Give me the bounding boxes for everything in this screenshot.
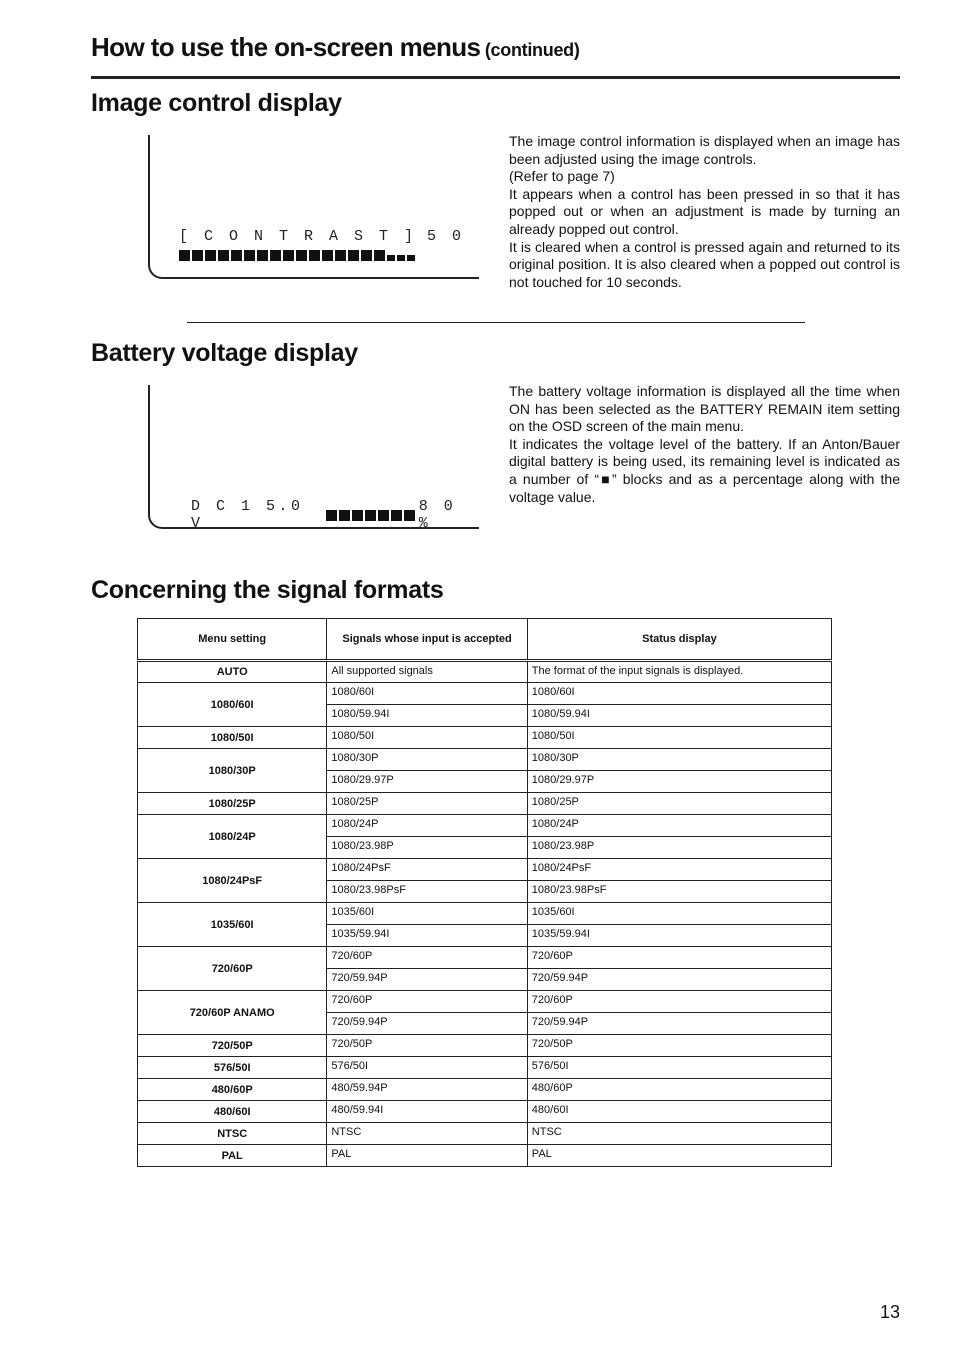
level-block [231,250,242,261]
level-block [283,250,294,261]
menu-setting-cell: 1080/25P [138,793,327,815]
status-display-cell: 576/50I [527,1057,831,1079]
paragraph: The image control information is displayed when an image has been adjusted using the image controls. [509,133,900,167]
status-display-cell: 720/59.94P [527,969,831,991]
menu-setting-cell: 480/60I [138,1101,327,1123]
signal-formats-table [137,618,832,1167]
page-number: 13 [879,1302,900,1322]
page-header-title: How to use the on-screen menus [91,32,481,62]
image-control-title: Image control display [91,89,342,117]
menu-setting-cell: 720/60P ANAMO [138,991,327,1035]
menu-setting-cell: 1035/60I [138,903,327,947]
level-block [270,250,281,261]
table-row [138,683,832,705]
status-display-cell: 1080/24PsF [527,859,831,881]
level-block [365,510,376,521]
battery-osd [148,385,479,532]
level-block [348,250,359,261]
level-block [244,250,255,261]
table-row [138,793,832,815]
osd-contrast-label: [ C O N T R A S T ] [179,228,417,245]
status-display-cell: 480/60I [527,1101,831,1123]
menu-setting-cell: PAL [138,1145,327,1167]
accepted-signal-cell: 1080/25P [327,793,527,815]
accepted-signal-cell: 1080/29.97P [327,771,527,793]
status-display-cell: 1080/23.98PsF [527,881,831,903]
accepted-signal-cell: 1080/23.98P [327,837,527,859]
level-block [352,510,363,521]
level-block [192,250,203,261]
level-block [326,510,337,521]
table-row [138,1035,832,1057]
table-row [138,859,832,881]
table-row [138,815,832,837]
level-block [339,510,350,521]
status-display-cell: 480/60P [527,1079,831,1101]
paragraph: It is cleared when a control is pressed again and returned to its original position. It is also cleared when a popped out control is not touched for 10 seconds. [509,238,900,290]
accepted-signal-cell: 720/60P [327,947,527,969]
menu-setting-cell: 1080/30P [138,749,327,793]
status-display-cell: 1080/59.94I [527,705,831,727]
menu-setting-cell: AUTO [138,661,327,683]
paragraph: (Refer to page 7) [509,168,615,185]
accepted-signal-cell: 480/59.94I [327,1101,527,1123]
status-display-cell: 1035/59.94I [527,925,831,947]
level-block [335,250,346,261]
status-display-cell: 1080/30P [527,749,831,771]
menu-setting-cell: 720/50P [138,1035,327,1057]
level-block-small [387,255,395,261]
status-display-cell: PAL [527,1145,831,1167]
column-header: Menu setting [138,619,327,661]
table-row [138,1101,832,1123]
accepted-signal-cell: 720/59.94P [327,1013,527,1035]
level-block [218,250,229,261]
level-block [378,510,389,521]
accepted-signal-cell: 576/50I [327,1057,527,1079]
accepted-signal-cell: 1080/59.94I [327,705,527,727]
status-display-cell: The format of the input signals is displayed. [527,661,831,683]
status-display-cell: 720/60P [527,947,831,969]
image-control-description [509,133,900,291]
menu-setting-cell: 576/50I [138,1057,327,1079]
level-block-small [407,255,415,261]
level-block [205,250,216,261]
level-block [179,250,190,261]
table-row [138,1145,832,1167]
accepted-signal-cell: 1035/60I [327,903,527,925]
osd-battery-line [191,498,479,532]
accepted-signal-cell: 720/59.94P [327,969,527,991]
accepted-signal-cell: NTSC [327,1123,527,1145]
table-row [138,1057,832,1079]
osd-contrast-value: 5 0 [427,228,465,245]
paragraph: It indicates the voltage level of the battery. If an Anton/Bauer digital battery is being used, its remaining level is indicated as a number of “■” blocks and as a percentage along with the voltage value. [509,435,900,505]
accepted-signal-cell: 1080/50I [327,727,527,749]
paragraph: The battery voltage information is displayed all the time when ON has been selected as the BATTERY REMAIN item setting on the OSD screen of the main menu. [509,383,900,435]
level-block [391,510,402,521]
table-header-row [138,619,832,661]
paragraph: It appears when a control has been pressed in so that it has popped out or when an adjustment is made by turning an already popped out control. [509,185,900,237]
section-divider [187,322,805,323]
accepted-signal-cell: 1035/59.94I [327,925,527,947]
accepted-signal-cell: 1080/24P [327,815,527,837]
accepted-signal-cell: 1080/24PsF [327,859,527,881]
column-header: Signals whose input is accepted [327,619,527,661]
level-block-small [397,255,405,261]
menu-setting-cell: 480/60P [138,1079,327,1101]
level-block [404,510,415,521]
table-row [138,661,832,683]
osd-battery-voltage: D C 1 5.0 V [191,498,304,532]
page-header [91,32,900,79]
battery-level-bar [326,510,415,521]
status-display-cell: NTSC [527,1123,831,1145]
status-display-cell: 1080/25P [527,793,831,815]
status-display-cell: 1080/24P [527,815,831,837]
table-row [138,727,832,749]
menu-setting-cell: 720/60P [138,947,327,991]
accepted-signal-cell: 1080/60I [327,683,527,705]
table-row [138,991,832,1013]
accepted-signal-cell: PAL [327,1145,527,1167]
menu-setting-cell: 1080/24PsF [138,859,327,903]
table-row [138,947,832,969]
menu-setting-cell: 1080/60I [138,683,327,727]
status-display-cell: 1035/60I [527,903,831,925]
menu-setting-cell: 1080/50I [138,727,327,749]
menu-setting-cell: 1080/24P [138,815,327,859]
status-display-cell: 720/50P [527,1035,831,1057]
page-header-continued: (continued) [484,40,580,60]
table-row [138,903,832,925]
accepted-signal-cell: 480/59.94P [327,1079,527,1101]
accepted-signal-cell: 1080/23.98PsF [327,881,527,903]
osd-battery-percent: 8 0 % [418,498,457,532]
accepted-signal-cell: 720/50P [327,1035,527,1057]
table-row [138,1079,832,1101]
status-display-cell: 1080/50I [527,727,831,749]
column-header: Status display [527,619,831,661]
status-display-cell: 720/60P [527,991,831,1013]
image-control-osd [148,135,479,279]
status-display-cell: 1080/60I [527,683,831,705]
level-block [361,250,372,261]
level-block [296,250,307,261]
table-row [138,749,832,771]
battery-description [509,383,900,506]
accepted-signal-cell: 720/60P [327,991,527,1013]
table-row [138,1123,832,1145]
status-display-cell: 720/59.94P [527,1013,831,1035]
level-block [309,250,320,261]
accepted-signal-cell: All supported signals [327,661,527,683]
level-block [322,250,333,261]
level-block [374,250,385,261]
signal-formats-title: Concerning the signal formats [91,576,444,604]
contrast-level-bar [179,250,415,261]
menu-setting-cell: NTSC [138,1123,327,1145]
accepted-signal-cell: 1080/30P [327,749,527,771]
battery-title: Battery voltage display [91,339,358,367]
status-display-cell: 1080/23.98P [527,837,831,859]
level-block [257,250,268,261]
status-display-cell: 1080/29.97P [527,771,831,793]
